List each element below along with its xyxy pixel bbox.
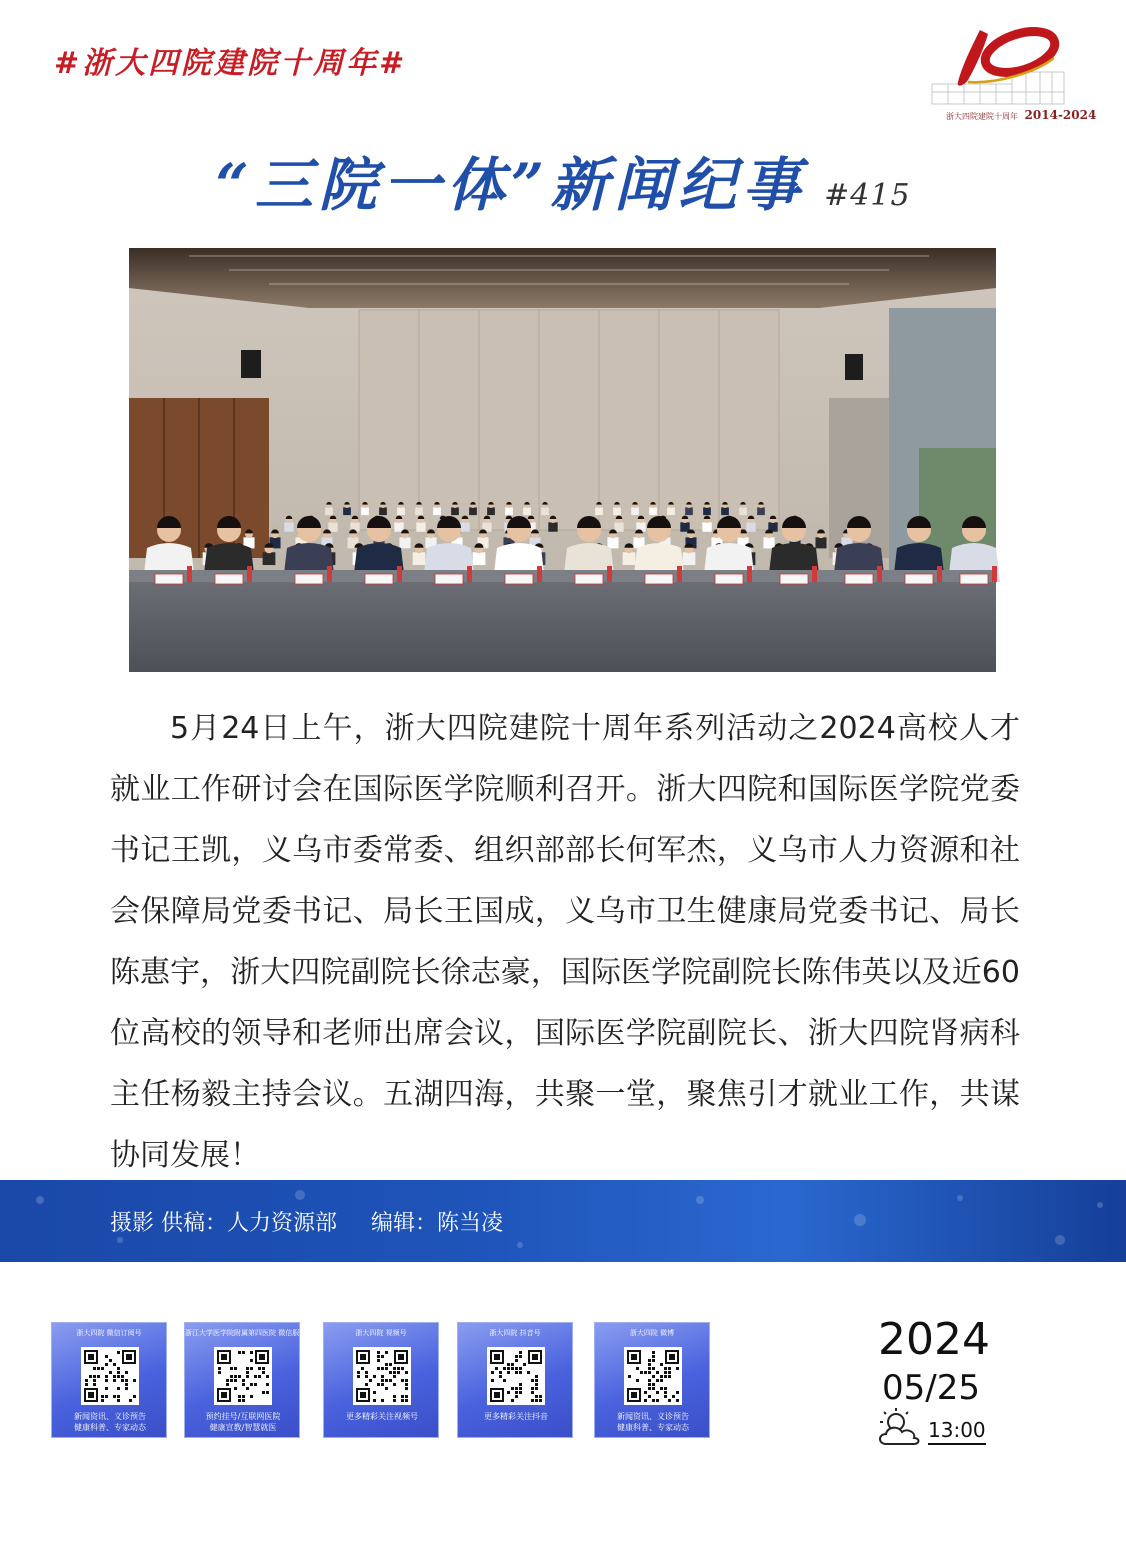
date-month-day: 05/25 [882, 1368, 980, 1408]
qr-code-icon [214, 1347, 272, 1405]
credit-band [0, 1180, 1126, 1262]
qr-card [184, 1322, 314, 1438]
qr-card-caption: 新闻资讯、义诊预告 健康科普、专家动态 [617, 1412, 689, 1432]
qr-card [594, 1322, 710, 1438]
qr-code-icon [487, 1347, 545, 1405]
qr-code-icon [624, 1347, 682, 1405]
photo-source-credit: 摄影 供稿：人力资源部 [110, 1211, 337, 1236]
campaign-hashtag: #浙大四院建院十周年# [54, 46, 408, 81]
qr-card-title: 浙江大学医学院附属第四医院 微信服务号 [185, 1329, 314, 1337]
qr-card-title: 浙大四院 视频号 [355, 1329, 407, 1337]
headline [0, 138, 1126, 222]
qr-card [457, 1322, 573, 1438]
date-year: 2024 [878, 1314, 990, 1365]
article-paragraph: 5月24日上午，浙大四院建院十周年系列活动之2024高校人才就业工作研讨会在国际医学院顺利召开。浙大四院和国际医学院党委书记王凯，义乌市委常委、组织部部长何军杰，义乌市人力资源和社会保障局党委书记、局长王国成，义乌市卫生健康局党委书记、局长陈惠宇，浙大四院副院长徐志豪，国际医学院副院长陈伟英以及近60位高校的领导和老师出席会议，国际医学院副院长、浙大四院肾病科主任杨毅主持会议。五湖四海，共聚一堂，聚焦引才就业工作，共谋协同发展！ [110, 711, 1020, 1173]
time-stamp: 13:00 [928, 1418, 986, 1445]
qr-card-title: 浙大四院 微博 [629, 1329, 675, 1337]
editor-credit: 编辑：陈当凌 [371, 1211, 504, 1236]
partly-cloudy-icon [874, 1406, 926, 1450]
qr-card [323, 1322, 439, 1438]
qr-card-caption: 更多精彩关注视频号 [346, 1412, 418, 1421]
qr-card-caption: 预约挂号/互联网医院 健康宣教/智慧就医 [205, 1412, 281, 1432]
credit-line [110, 1206, 503, 1237]
logo-caption [946, 108, 1097, 122]
qr-code-icon [353, 1347, 411, 1405]
qr-code-icon [81, 1347, 139, 1405]
logo-years: 2014-2024 [1024, 108, 1097, 122]
qr-card-title: 浙大四院 抖音号 [489, 1329, 541, 1337]
qr-card-title: 浙大四院 微信订阅号 [76, 1329, 142, 1337]
qr-card-caption: 新闻资讯、义诊预告 健康科普、专家动态 [74, 1412, 146, 1432]
issue-number: #415 [824, 178, 911, 213]
qr-card-caption: 更多精彩关注抖音 [484, 1412, 548, 1421]
group-photo [129, 248, 996, 672]
headline-title: “三院一体”新闻纪事 [215, 151, 807, 219]
qr-card [51, 1322, 167, 1438]
logo-caption-short: 浙大四院建院十周年 [946, 112, 1018, 121]
